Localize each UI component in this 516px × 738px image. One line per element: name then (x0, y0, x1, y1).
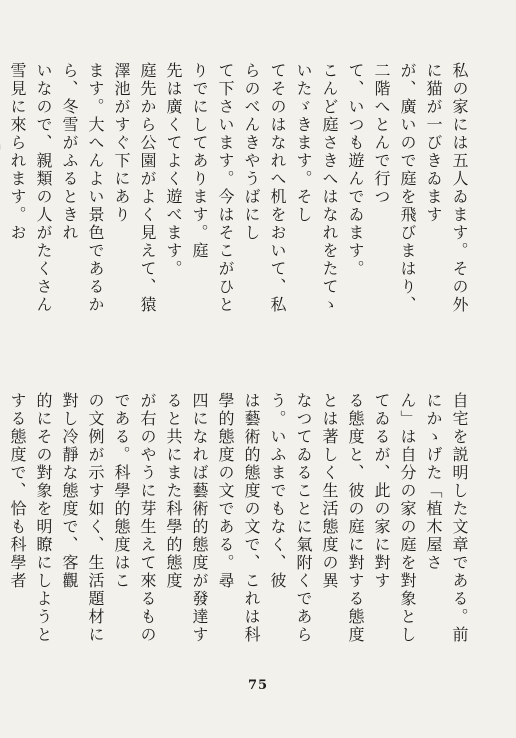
commentary-text (0, 392, 472, 654)
text-line: る態度と、彼の庭に對する態度とは著しく生活態度の異 (320, 392, 365, 644)
text-line: て下さいます。今はそこがひとりでにしてあります。庭 (190, 62, 235, 314)
text-line: 的にその對象を明瞭にしようとする態度で、恰も科學者 (8, 392, 53, 644)
text-line: 自宅を説明した文章である。前にかゝげた「植木屋さ (424, 392, 469, 644)
text-line: なつてゐることに氣附くであらう。いふまでもなく、彼 (268, 392, 313, 644)
text-line: 庭先から公園がよく見えて、猿澤池がすぐ下にあり (112, 62, 157, 314)
text-line: 私の家には五人ゐます。その外に猫が一びきゐます (424, 62, 469, 314)
text-line: の文例が示す如く、生活題材に對し冷靜な態度で、客觀 (60, 392, 105, 644)
text-line: 四になれば藝術的態度が發達すると共にまた科學的態度 (164, 392, 209, 644)
text-line: いなので、親類の人がたくさん雪見に來られます。お (8, 62, 53, 314)
text-line: 先は廣くてよく遊べます。 (164, 62, 183, 278)
page-number: 75 (247, 678, 269, 693)
text-line: が、廣いので庭を飛びまはり、二階へとんで行つ (372, 62, 417, 314)
text-line: ます。大へんよい景色であるから、冬雪がふるときれ (60, 62, 105, 314)
text-line: は藝術的態度の文で、これは科學的態度の文である。尋 (216, 392, 261, 644)
text-line: て、いつも遊んでゐます。 (346, 62, 365, 278)
text-line (0, 62, 4, 318)
text-line: が右のやうに芽生えて來るものである。科學的態度はこ (112, 392, 157, 644)
text-line: こんど庭さきへはなれをたてゝいたゞきます。そし (294, 62, 339, 314)
example-essay-text (0, 62, 472, 318)
text-line: ん」は自分の家の庭を對象としてゐるが、此の家に對す (372, 392, 417, 644)
text-line (0, 392, 4, 654)
text-line: てそのはなれへ机をおいて、私らのべんきやうばにし (242, 62, 287, 314)
